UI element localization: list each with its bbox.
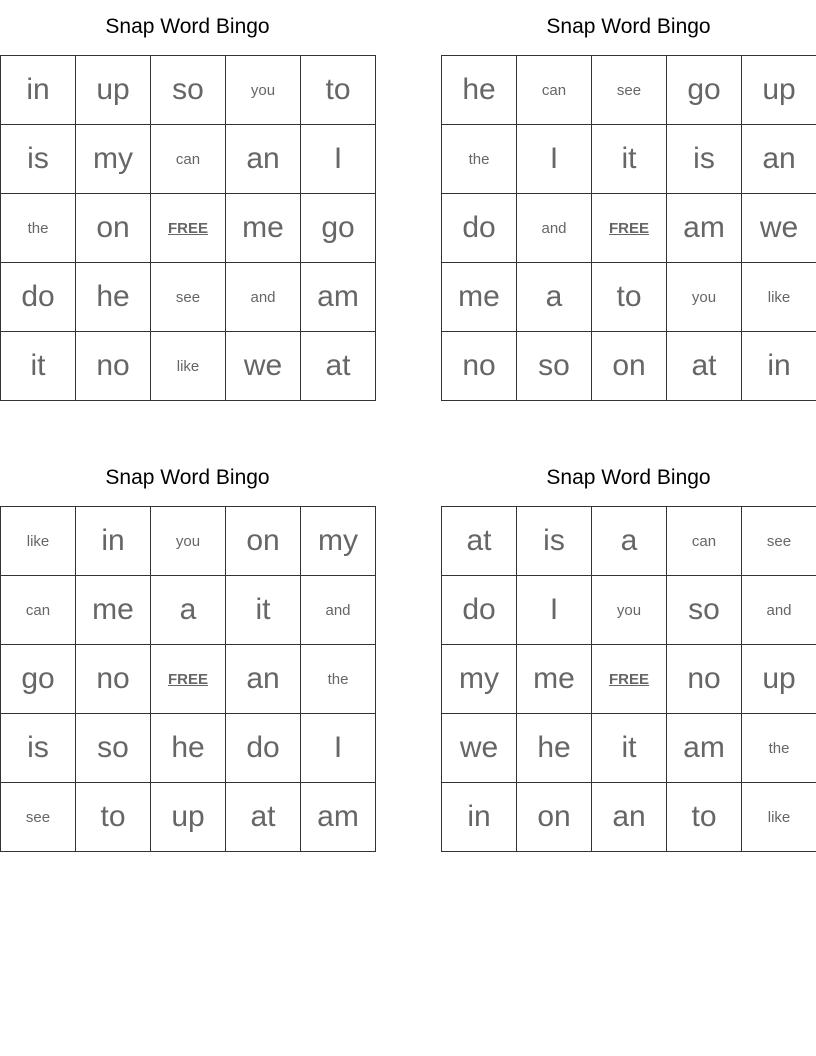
free-space-cell: FREE	[151, 194, 226, 263]
bingo-cell: so	[151, 56, 226, 125]
bingo-cell: and	[301, 576, 376, 645]
bingo-row	[1, 263, 376, 332]
bingo-cell: you	[226, 56, 301, 125]
bingo-cell: in	[742, 332, 816, 401]
bingo-row	[442, 263, 816, 332]
bingo-row	[1, 714, 376, 783]
bingo-row	[1, 56, 376, 125]
bingo-row	[442, 56, 816, 125]
bingo-cell: my	[301, 507, 376, 576]
bingo-cell: do	[226, 714, 301, 783]
bingo-cell: in	[442, 783, 517, 852]
bingo-grid	[0, 55, 376, 401]
bingo-card-2	[441, 0, 816, 401]
bingo-cell: in	[1, 56, 76, 125]
bingo-cell: my	[442, 645, 517, 714]
bingo-cell: it	[1, 332, 76, 401]
bingo-cell: I	[517, 576, 592, 645]
bingo-cell: the	[742, 714, 816, 783]
bingo-cell: it	[592, 125, 667, 194]
bingo-cell: is	[1, 714, 76, 783]
bingo-cell: at	[226, 783, 301, 852]
bingo-cell: we	[442, 714, 517, 783]
bingo-cell: me	[442, 263, 517, 332]
bingo-cell: my	[76, 125, 151, 194]
bingo-cell: it	[592, 714, 667, 783]
bingo-cell: see	[1, 783, 76, 852]
bingo-cell: is	[667, 125, 742, 194]
bingo-cell: we	[742, 194, 816, 263]
bingo-cell: like	[1, 507, 76, 576]
bingo-cell: and	[226, 263, 301, 332]
bingo-cell: do	[442, 194, 517, 263]
bingo-cell: the	[442, 125, 517, 194]
bingo-cell: an	[226, 125, 301, 194]
bingo-row	[1, 194, 376, 263]
bingo-cell: on	[517, 783, 592, 852]
bingo-cell: to	[301, 56, 376, 125]
bingo-cell: up	[151, 783, 226, 852]
bingo-grid	[441, 55, 816, 401]
bingo-cell: no	[667, 645, 742, 714]
bingo-cell: to	[592, 263, 667, 332]
bingo-cell: to	[76, 783, 151, 852]
bingo-cell: I	[301, 714, 376, 783]
bingo-cell: so	[517, 332, 592, 401]
bingo-cell: a	[151, 576, 226, 645]
bingo-cell: can	[517, 56, 592, 125]
bingo-grid	[441, 506, 816, 852]
bingo-cell: I	[517, 125, 592, 194]
card-title: Snap Word Bingo	[546, 15, 711, 38]
bingo-cell: see	[742, 507, 816, 576]
bingo-card-1	[0, 0, 375, 401]
bingo-cell: at	[667, 332, 742, 401]
bingo-cell: see	[592, 56, 667, 125]
bingo-row	[442, 714, 816, 783]
bingo-cell: you	[151, 507, 226, 576]
bingo-cell: am	[301, 263, 376, 332]
card-title: Snap Word Bingo	[546, 466, 711, 489]
free-space-cell: FREE	[151, 645, 226, 714]
bingo-cell: me	[76, 576, 151, 645]
bingo-row	[1, 783, 376, 852]
card-title: Snap Word Bingo	[105, 15, 270, 38]
bingo-cell: go	[667, 56, 742, 125]
bingo-cell: the	[301, 645, 376, 714]
bingo-cell: you	[667, 263, 742, 332]
bingo-cell: it	[226, 576, 301, 645]
bingo-cell: at	[442, 507, 517, 576]
bingo-card-4	[441, 451, 816, 852]
free-space-cell: FREE	[592, 645, 667, 714]
bingo-cell: at	[301, 332, 376, 401]
bingo-cell: like	[742, 263, 816, 332]
bingo-cell: do	[1, 263, 76, 332]
bingo-cell: so	[76, 714, 151, 783]
bingo-row	[1, 125, 376, 194]
bingo-row	[1, 645, 376, 714]
bingo-cell: like	[151, 332, 226, 401]
bingo-cell: no	[442, 332, 517, 401]
bingo-cell: can	[1, 576, 76, 645]
bingo-cell: in	[76, 507, 151, 576]
bingo-cell: he	[517, 714, 592, 783]
bingo-cell: can	[151, 125, 226, 194]
bingo-cell: an	[592, 783, 667, 852]
bingo-cell: so	[667, 576, 742, 645]
bingo-cell: you	[592, 576, 667, 645]
bingo-cell: go	[1, 645, 76, 714]
bingo-cell: he	[76, 263, 151, 332]
free-space-cell: FREE	[592, 194, 667, 263]
bingo-cell: no	[76, 645, 151, 714]
bingo-grid	[0, 506, 376, 852]
bingo-cell: he	[151, 714, 226, 783]
bingo-row	[442, 507, 816, 576]
bingo-cell: on	[592, 332, 667, 401]
bingo-row	[1, 507, 376, 576]
bingo-cell: am	[667, 714, 742, 783]
bingo-row	[1, 576, 376, 645]
bingo-cell: up	[76, 56, 151, 125]
bingo-row	[442, 576, 816, 645]
bingo-cell: am	[667, 194, 742, 263]
bingo-cell: up	[742, 56, 816, 125]
bingo-row	[442, 645, 816, 714]
bingo-cell: and	[742, 576, 816, 645]
bingo-cell: am	[301, 783, 376, 852]
card-title: Snap Word Bingo	[105, 466, 270, 489]
bingo-cell: he	[442, 56, 517, 125]
bingo-cell: do	[442, 576, 517, 645]
bingo-cell: a	[592, 507, 667, 576]
bingo-cell: see	[151, 263, 226, 332]
bingo-cell: on	[226, 507, 301, 576]
bingo-cell: an	[226, 645, 301, 714]
bingo-cell: a	[517, 263, 592, 332]
bingo-cell: go	[301, 194, 376, 263]
bingo-cell: the	[1, 194, 76, 263]
bingo-row	[442, 194, 816, 263]
bingo-cell: me	[517, 645, 592, 714]
bingo-row	[442, 783, 816, 852]
bingo-card-3	[0, 451, 375, 852]
bingo-cell: can	[667, 507, 742, 576]
bingo-row	[1, 332, 376, 401]
bingo-row	[442, 332, 816, 401]
bingo-cell: is	[517, 507, 592, 576]
bingo-row	[442, 125, 816, 194]
bingo-cell: to	[667, 783, 742, 852]
bingo-cell: on	[76, 194, 151, 263]
bingo-cell: I	[301, 125, 376, 194]
bingo-cell: up	[742, 645, 816, 714]
bingo-cell: an	[742, 125, 816, 194]
bingo-cell: me	[226, 194, 301, 263]
bingo-cell: and	[517, 194, 592, 263]
bingo-cell: we	[226, 332, 301, 401]
bingo-cell: like	[742, 783, 816, 852]
bingo-cell: is	[1, 125, 76, 194]
bingo-cell: no	[76, 332, 151, 401]
